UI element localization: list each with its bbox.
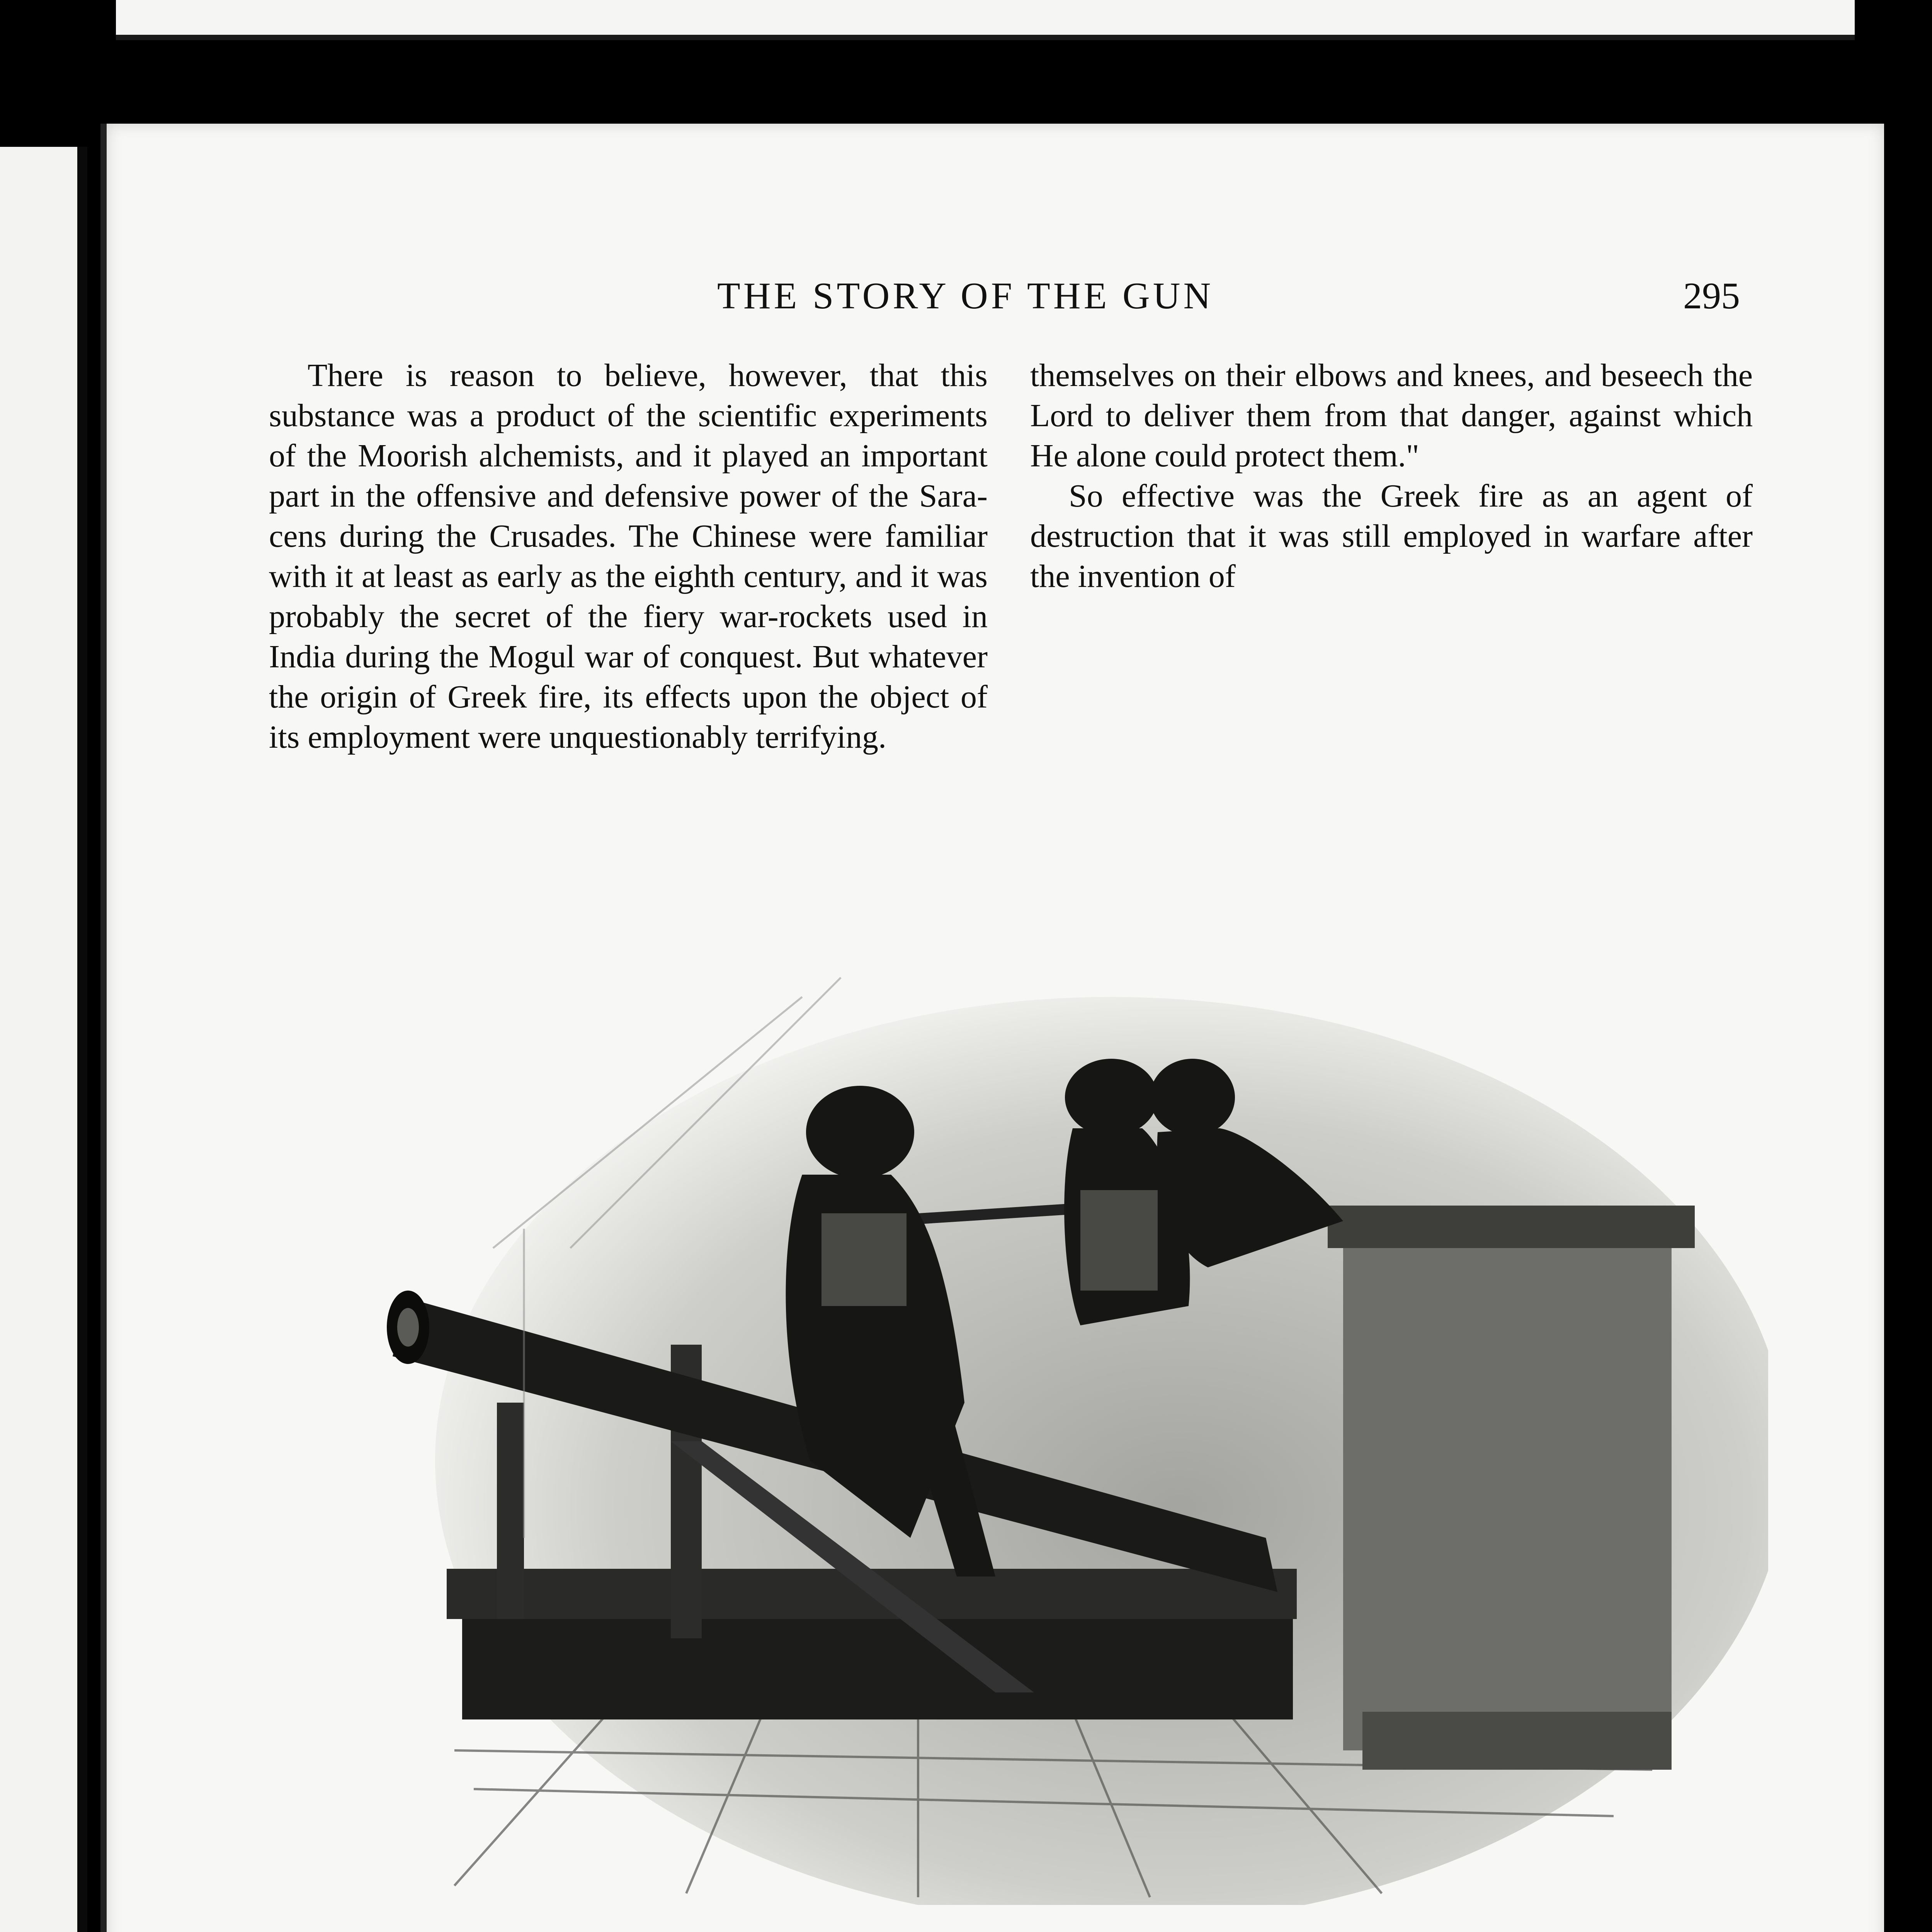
page-number: 295 bbox=[1683, 275, 1740, 317]
magazine-page bbox=[100, 124, 1884, 1932]
paragraph: There is reason to believe, however, that this substance was a product of the scientific experiments of the Moorish alchemists, and it played an important part in the offensive and defensive power of the Saracens during the Crusades. The Chinese were familiar with it at least as early as the eighth century, and it was probably the secret of the fiery war-rockets used in India during the Mogul war of conquest. But whatever the origin of Greek fire, its effects upon the object of its employment were unquestionably terrifying. bbox=[269, 357, 988, 755]
column-right-top bbox=[1030, 355, 1753, 597]
scan-top-strip bbox=[116, 0, 1855, 40]
previous-page-edge bbox=[0, 147, 87, 1932]
paragraph: themselves on their elbows and knees, and beseech the Lord to deliver them from that danger, against which He alone could protect them." bbox=[1030, 357, 1753, 474]
column-left-top bbox=[269, 355, 988, 757]
running-head bbox=[107, 274, 1884, 325]
naval-gun-illustration bbox=[377, 881, 1768, 1905]
paragraph: So effective was the Greek fire as an agent of destruction that it was still employed in warfare after the invention of bbox=[1030, 478, 1753, 594]
running-title: THE STORY OF THE GUN bbox=[717, 275, 1214, 317]
